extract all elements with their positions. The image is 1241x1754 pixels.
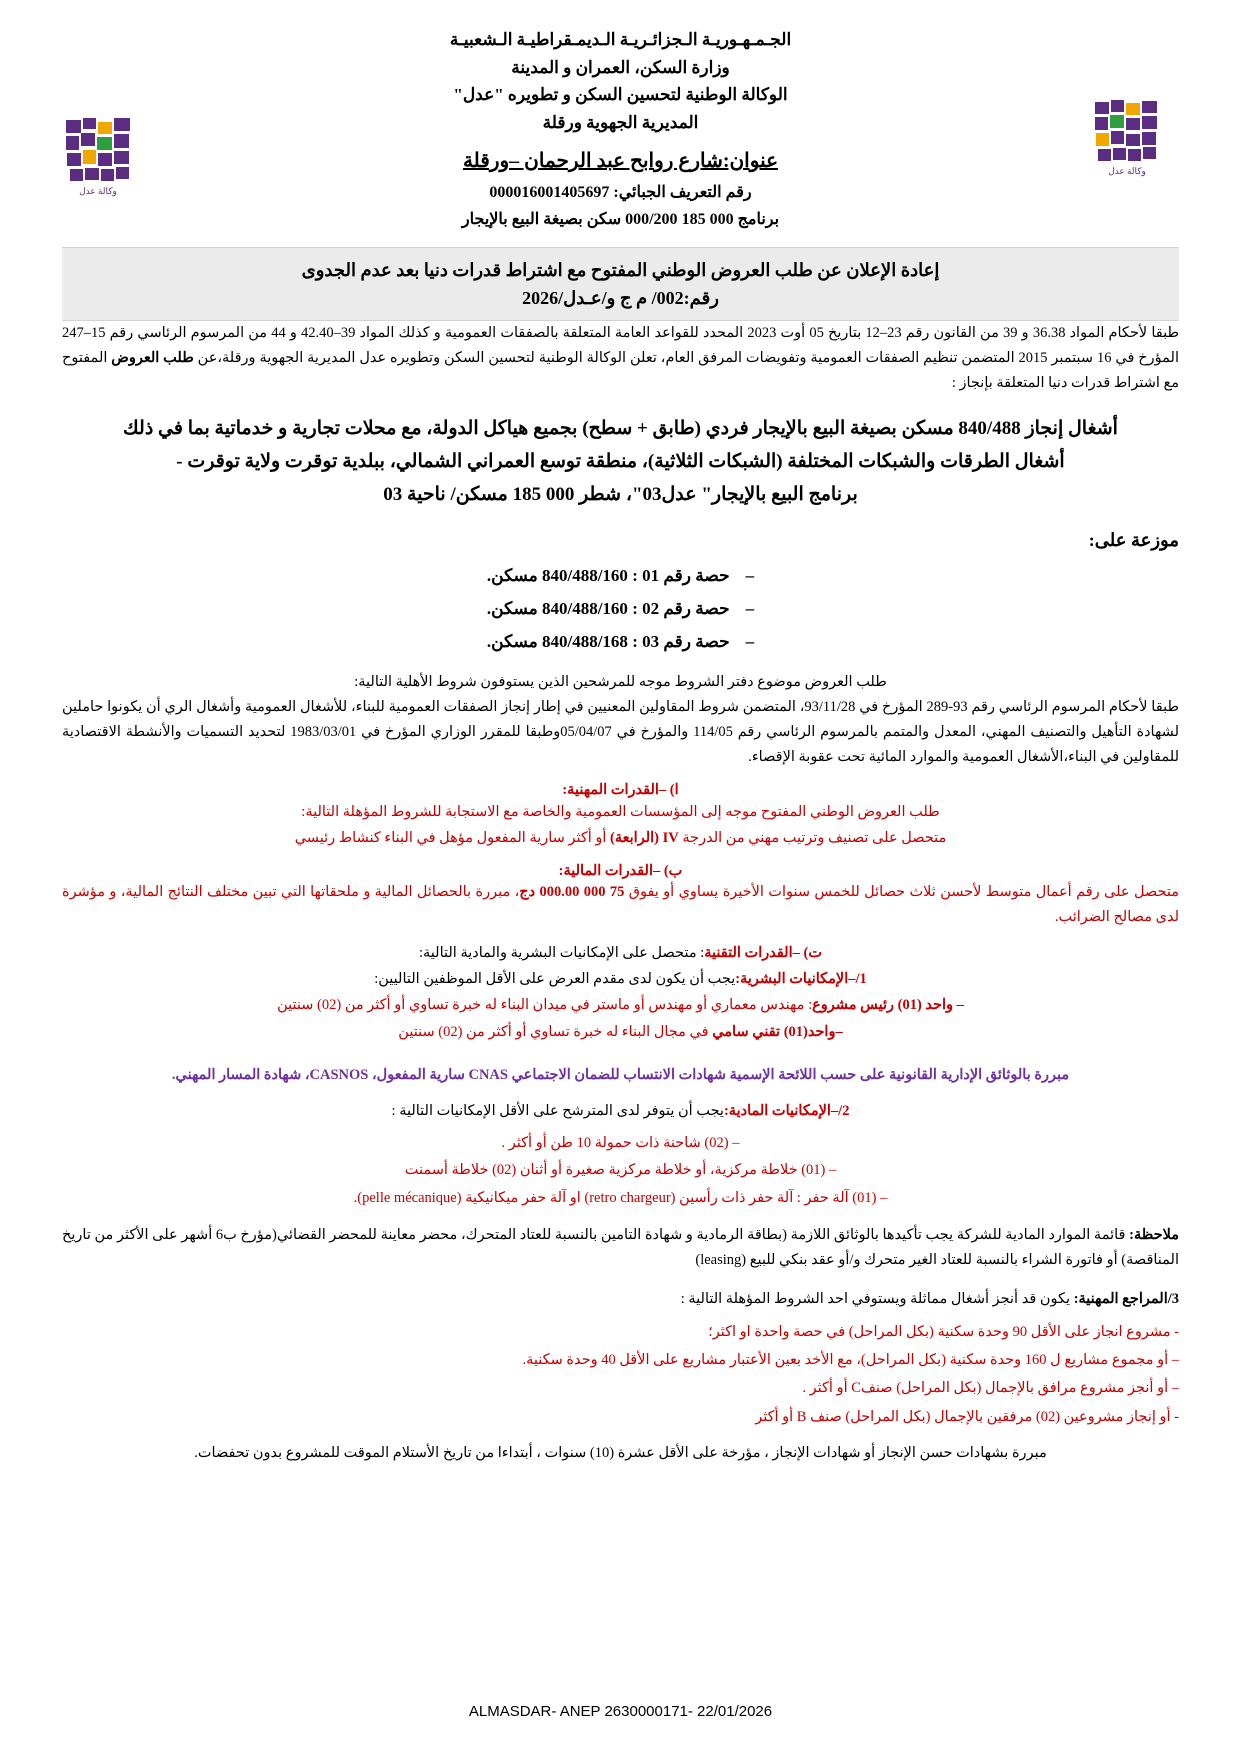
bullet-dash: – — [745, 631, 755, 651]
list-item: – أو أنجز مشروع مرافق بالإجمال (بكل المراحل) صنفC أو أكثر . — [802, 1380, 1179, 1397]
section-c2-text: يجب أن يتوفر لدى المترشح على الأقل الإمكانيات التالية : — [391, 1102, 724, 1119]
section-b-text-pre: متحصل على رقم أعمال متوسط لأحسن ثلاث حصائل للخمس سنوات الأخيرة يساوي أو يفوق — [628, 884, 1179, 901]
section-c-text: : متحصل على الإمكانيات البشرية والمادية التالية: — [418, 944, 705, 961]
references-footer: مبررة بشهادات حسن الإنجاز أو شهادات الإنجاز ، مؤرخة على الأقل عشرة (10) سنوات ، أبتداءا من تاريخ الأستلام الموقت للمشروع بدون تحفضات. — [194, 1444, 1047, 1461]
agency-name: الوكالة الوطنية لتحسين السكن و تطويره "عدل" — [453, 85, 788, 105]
document-footer: ALMASDAR- ANEP 2630000171- 22/01/2026 — [468, 1703, 773, 1720]
project-object-block — [62, 412, 1179, 512]
section-a-line-2 — [62, 825, 1179, 851]
section-c-line — [62, 940, 1179, 966]
list-item: – (01) آلة حفر : آلة حفر ذات رأسين (retro chargeur) او آلة حفر ميكانيكية (pelle mécanique). — [353, 1190, 888, 1207]
human-resource-item-2-detail: في مجال البناء له خبرة تساوي أو أكثر من (02) سنتين — [398, 1023, 713, 1040]
section-a-line-2-post: أو أكثر سارية المفعول مؤهل في البناء كنشاط رئيسي — [294, 829, 611, 846]
document-header — [62, 26, 1179, 229]
list-item — [62, 559, 1179, 592]
country-name: الجـمـهـوريـة الـجزائـريـة الـديمـقراطيـة الـشعبيـة — [449, 30, 792, 49]
lot-label: حصة رقم 02 : 840/488/160 مسكن. — [486, 598, 730, 618]
section-c-label: ت) –القدرات التقنية — [704, 944, 822, 961]
section-a-line-1: طلب العروض الوطني المفتوح موجه إلى المؤسسات العمومية والخاصة مع الاستجابة للشروط المؤهلة التالية: — [301, 803, 940, 820]
remark-text: قائمة الموارد المادية للشركة يجب تأكيدها بالوثائق اللازمة (بطاقة الرمادية و شهادة التامين بالنسبة للعتاد المتحرك، محضر معاينة للمحضر القضائي(مؤرخ ب6 أشهر على الأكثر من تاريخ المناقصة) أو فاتورة الشراء بالنسبة للعتاد الغير متحرك و/أو عقد بنكي للبيع (leasing) — [62, 1226, 1179, 1268]
legal-intro-paragraph — [62, 321, 1179, 396]
announcement-title-band — [62, 247, 1179, 321]
eligibility-intro: طلب العروض موضوع دفتر الشروط موجه للمرشحين الذين يستوفون شروط الأهلية التالية: — [354, 674, 887, 691]
section-a-line-2-pre: متحصل على تصنيف وترتيب مهني من الدرجة — [678, 829, 947, 846]
human-resource-item-1-detail: : مهندس معماري أو مهندس أو ماستر في ميدان البناء له خبرة تساوي أو أكثر من (02) سنتين — [277, 997, 813, 1014]
remark-label: ملاحظة: — [1129, 1226, 1179, 1243]
regional-directorate: المديرية الجهوية ورقلة — [542, 112, 699, 132]
bullet-dash: – — [745, 598, 755, 618]
section-b-paragraph — [62, 880, 1179, 930]
project-object-line-1: أشغال إنجاز 840/488 مسكن بصيغة البيع بالإيجار فردي (طابق + سطح) بجميع هياكل الدولة، مع محلات تجارية و خدماتية بما في ذلك — [123, 417, 1118, 439]
svg-text:وكالة عدل: وكالة عدل — [1108, 166, 1146, 176]
lot-label: حصة رقم 03 : 840/488/168 مسكن. — [486, 631, 730, 651]
human-resource-item-2 — [62, 1019, 1179, 1046]
references-list — [62, 1318, 1179, 1431]
section-a-grade: IV (الرابعة) — [610, 829, 679, 846]
legal-intro-text-2: المفتوح مع اشتراط قدرات دنيا المتعلقة بإنجاز : — [62, 350, 1179, 391]
project-object-line-2: أشغال الطرقات والشبكات المختلفة (الشبكات الثلاثية)، منطقة توسع العمراني الشمالي، ببلدية توقرت ولاية توقرت - — [176, 451, 1065, 473]
legal-intro-text-1: طبقا لأحكام المواد 36.38 و 39 من القانون رقم 23–12 بتاريخ 05 أوت 2023 المحدد للقواعد العامة المتعلقة بالصفقات العمومية و كذلك المواد 39–42.40 و 44 من المرسوم الرئاسي رقم 15–247 المؤرخ في 16 سبتمبر 2015 المتضمن تنظيم الصفقات العمومية وتفويضات المرفق العام، تعلن الوكالة الوطنية لتحسين السكن وتطويره عدل المديرية الجهوية ورقلة،عن — [62, 325, 1179, 367]
announcement-number: رقم:002/ م ج و/عـدل/2026 — [522, 288, 719, 309]
section-c1-text: يجب أن يكون لدى مقدم العرض على الأقل الموظفين التاليين: — [374, 971, 736, 988]
references-text: يكون قد أنجز أشغال مماثلة ويستوفي احد الشروط المؤهلة التالية : — [680, 1290, 1074, 1307]
material-remark-paragraph — [62, 1223, 1179, 1273]
adl-logo-left — [62, 112, 154, 204]
fiscal-id: رقم التعريف الجبائي: 000016001405697 — [489, 184, 752, 202]
eligibility-paragraph: طبقا لأحكام المرسوم الرئاسي رقم 93-289 المؤرخ في 93/11/28، المتضمن شروط المقاولين المعنيين في إطار إنجاز الصفقات العمومية للبناء، للأشغال العمومية وأشغال الري أن يكونوا حاملين لشهادة التأهيل والتصنيف المهني، المعدل والمتمم بالمرسوم الرئاسي رقم 114/05 والمؤرخ في 05/04/07وطبقا للمقرر الوزاري المؤرخ في 1983/03/01 لتحديد التسميات والأنشطة الاقتصادية للمقاولين في البناء،الأشغال العمومية والموارد المائية تحت عقوبة الإقصاء. — [62, 699, 1179, 765]
agency-address: عنوان:شارع روابح عبد الرحمان –ورقلة — [462, 150, 779, 173]
section-c2-label: 2/–الإمكانيات المادية: — [723, 1102, 850, 1119]
lot-list — [62, 559, 1179, 658]
human-resource-item-1-role: – واحد (01) رئيس مشروع — [812, 997, 964, 1014]
section-c1-label: 1/–الإمكانيات البشرية: — [735, 971, 867, 988]
section-c2-line — [62, 1098, 1179, 1124]
announcement-title: إعادة الإعلان عن طلب العروض الوطني المفتوح مع اشتراط قدرات دنيا بعد عدم الجدوى — [301, 260, 940, 281]
bullet-dash: – — [745, 565, 755, 585]
social-security-note: مبررة بالوثائق الإدارية القانونية على حسب اللائحة الإسمية شهادات الانتساب للضمان الاجتماعي CNAS سارية المفعول، CASNOS، شهادة المسار المهني. — [171, 1066, 1070, 1083]
list-item: – أو مجموع مشاريع ل 160 وحدة سكنية (بكل المراحل)، مع الأخد بعين الأعتبار مشاريع على الأقل 40 وحدة سكنية. — [522, 1352, 1179, 1369]
human-resource-item-2-role: –واحد(01) تقني سامي — [712, 1023, 843, 1040]
professional-references-line — [62, 1287, 1179, 1312]
list-item — [62, 592, 1179, 625]
lot-label: حصة رقم 01 : 840/488/160 مسكن. — [486, 565, 730, 585]
list-item: – (01) خلاطة مركزية، أو خلاطة مركزية صغيرة أو أثنان (02) خلاطة أسمنت — [404, 1162, 837, 1179]
legal-intro-bold: طلب العروض — [111, 350, 194, 367]
section-a-label: ا) –القدرات المهنية: — [562, 781, 679, 798]
list-item: – (02) شاحنة ذات حمولة 10 طن أو أكثر . — [501, 1134, 740, 1151]
references-label: 3/المراجع المهنية: — [1073, 1290, 1179, 1307]
section-b-label: ب) –القدرات المالية: — [558, 863, 683, 880]
material-resources-list — [62, 1130, 1179, 1213]
header-text-block — [311, 26, 931, 229]
adl-logo-right — [1087, 94, 1179, 186]
ministry-name: وزارة السكن، العمران و المدينة — [511, 57, 730, 77]
program-line: برنامج 000 185 000/200 سكن بصيغة البيع بالإيجار — [461, 211, 780, 229]
section-b-text-post: ، مبررة بالحصائل المالية و ملحقاتها التي تبين مختلف النتائج المالية، و مؤشرة لدى مصالح الضرائب. — [62, 884, 1179, 925]
list-item: - أو إنجاز مشروعين (02) مرفقين بالإجمال (بكل المراحل) صنف B أو أكثر — [755, 1408, 1179, 1425]
human-resource-item-1 — [62, 992, 1179, 1019]
distribution-label: موزعة على: — [1088, 529, 1179, 550]
list-item: - مشروع انجاز على الأقل 90 وحدة سكنية (بكل المراحل) في حصة واحدة او اكثر؛ — [708, 1323, 1179, 1340]
section-c1-line — [62, 966, 1179, 992]
minimum-turnover-amount: 75 000 000.00 دج — [519, 884, 625, 901]
project-object-line-3: برنامج البيع بالإيجار" عدل03"، شطر 000 185 مسكن/ ناحية 03 — [383, 484, 858, 506]
svg-text:وكالة عدل: وكالة عدل — [79, 186, 117, 196]
list-item — [62, 625, 1179, 658]
